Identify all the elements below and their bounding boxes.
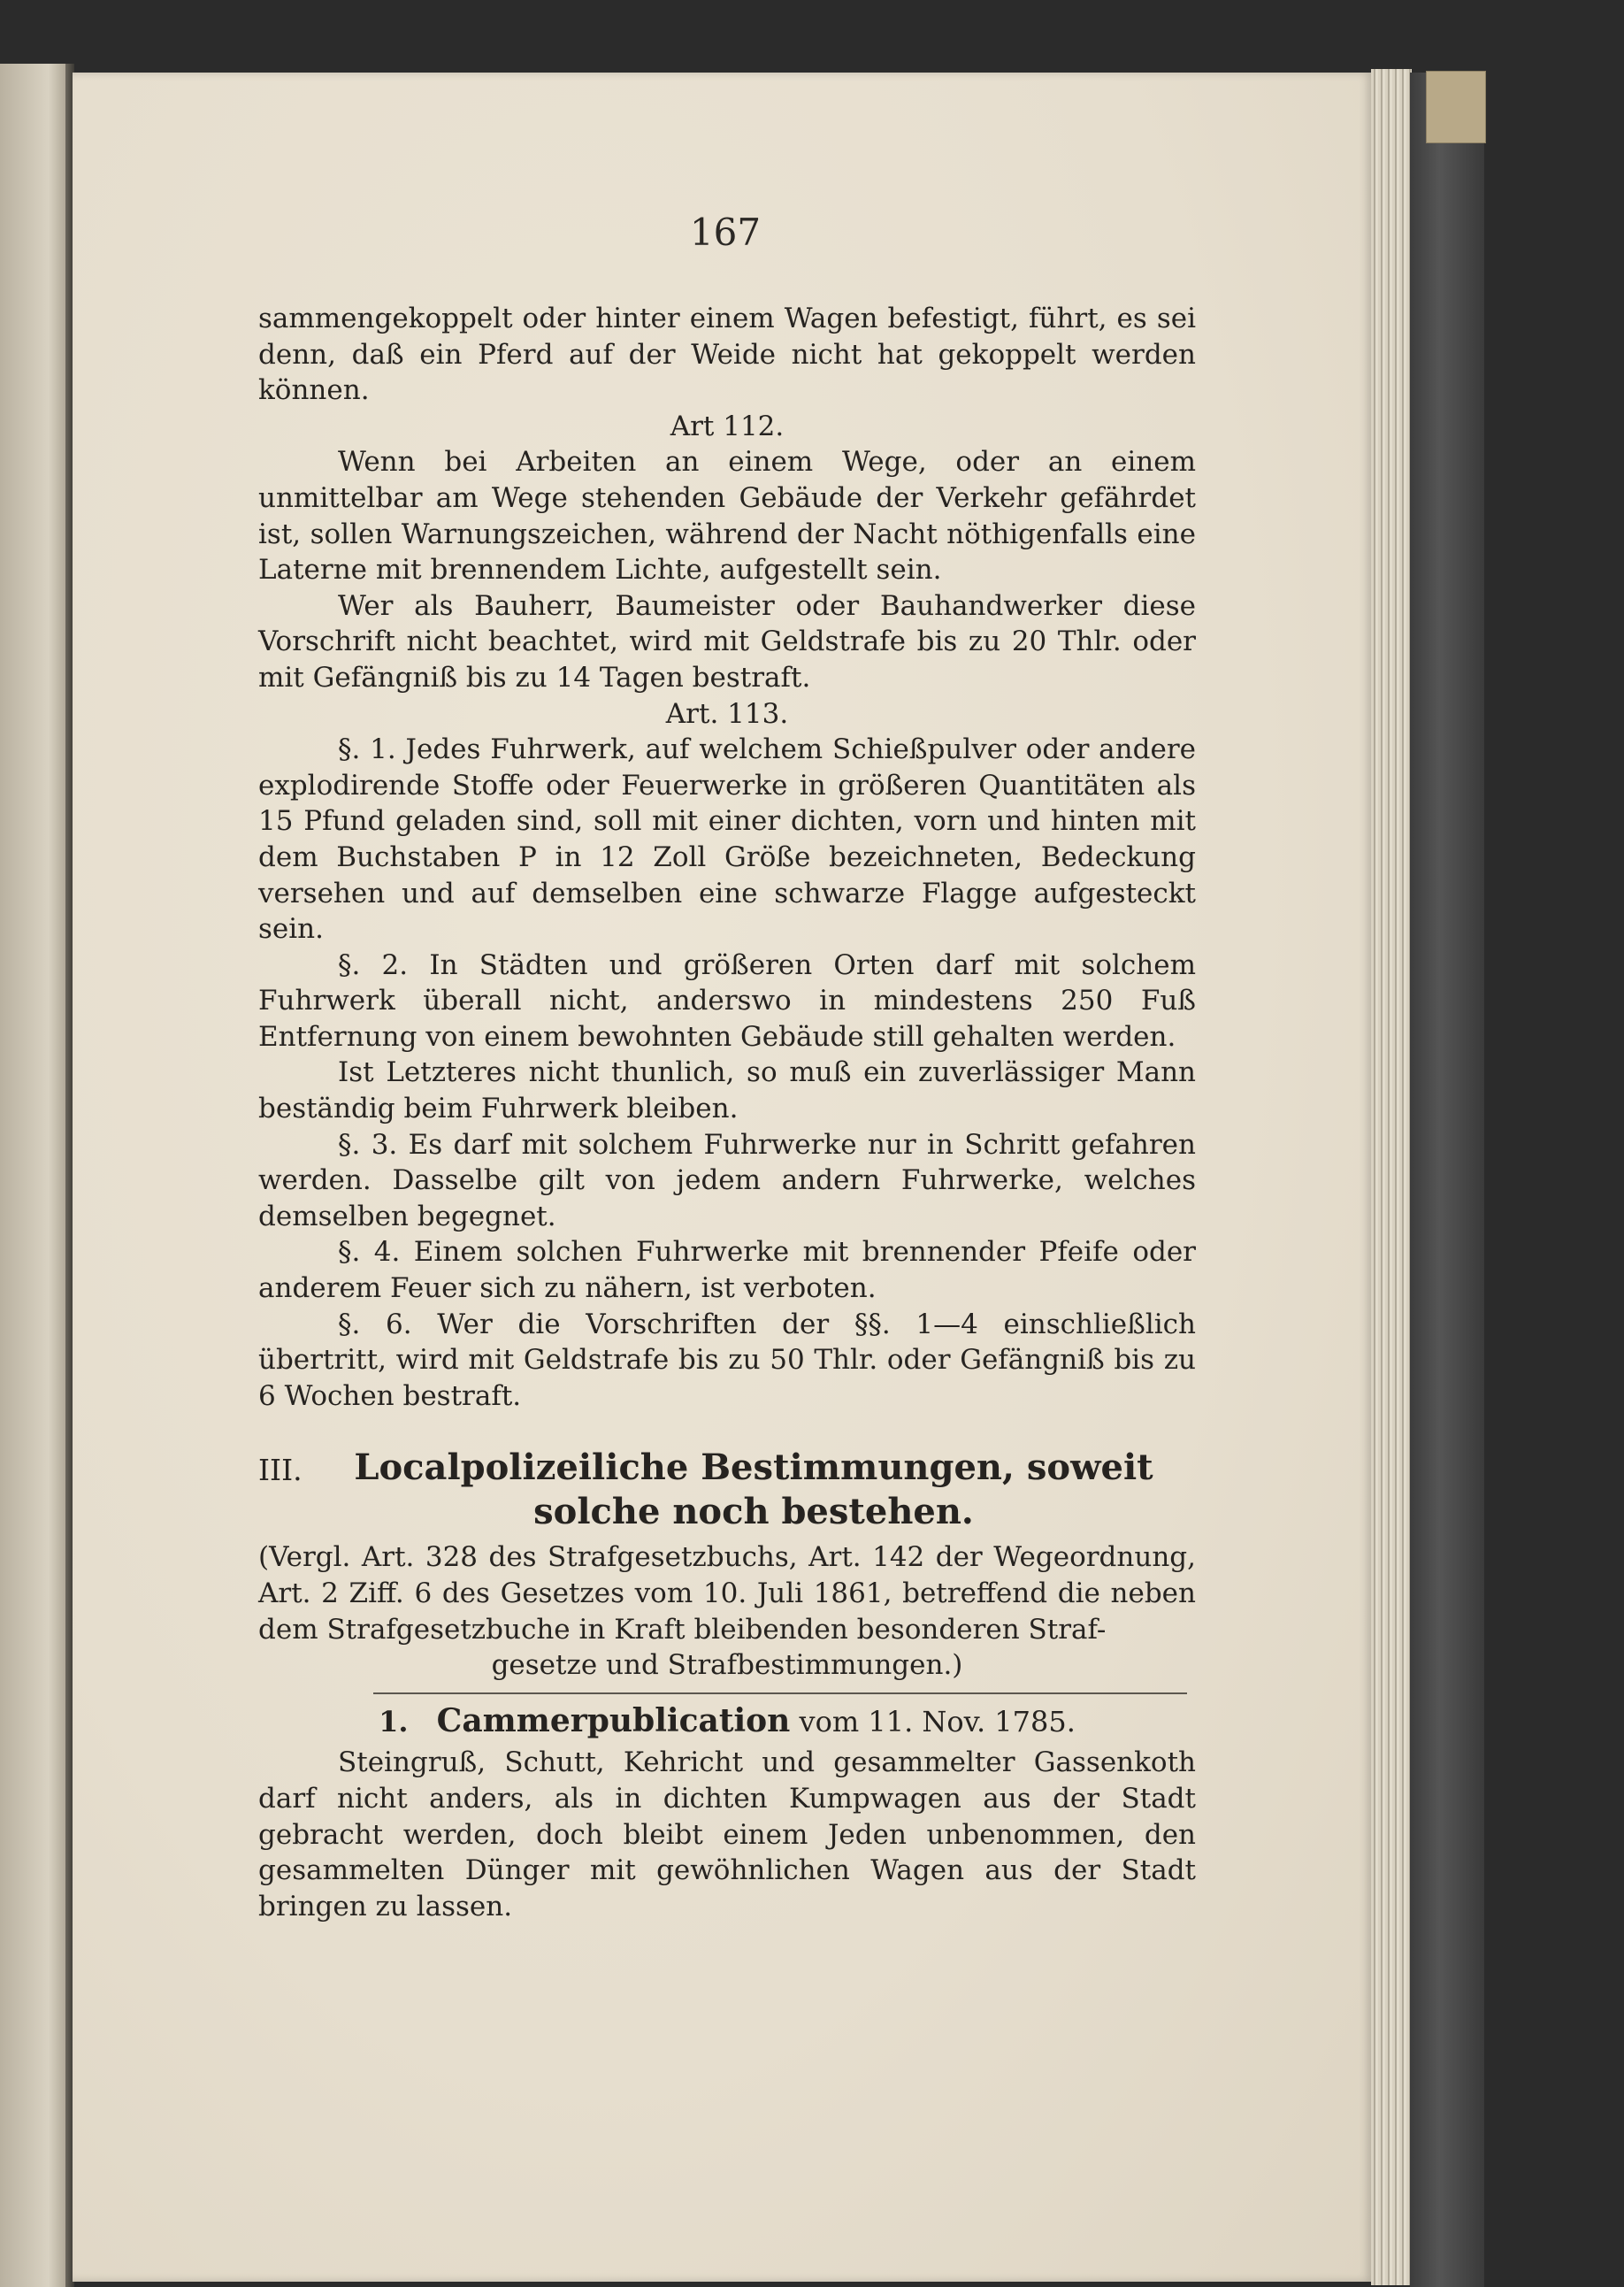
paragraph: §. 2. In Städten und größeren Orten darf mit solchem Fuhrwerk überall nicht, anderswo in mindestens 250 Fuß Entfernung von einem bewohnten Gebäude still gehalten werden. bbox=[258, 948, 1196, 1053]
section-title bbox=[329, 1446, 1196, 1534]
cover-tab bbox=[1426, 71, 1486, 143]
item-date: vom 11. Nov. 1785. bbox=[799, 1704, 1076, 1738]
paragraph: Ist Letzteres nicht thunlich, so muß ein zuverlässiger Mann beständig beim Fuhrwerk bleiben. bbox=[258, 1056, 1196, 1125]
section-note: (Vergl. Art. 328 des Strafgesetzbuchs, Art. 142 der Wegeordnung, Art. 2 Ziff. 6 des Gesetzes vom 10. Juli 1861, betreffend die neben dem Strafgesetzbuche in Kraft bleibenden besonderen Straf- bbox=[258, 1541, 1196, 1646]
left-page-edge bbox=[0, 64, 69, 2287]
section-heading bbox=[258, 1446, 1196, 1534]
paragraph-continued: sammengekoppelt oder hinter einem Wagen befestigt, führt, es sei denn, daß ein Pferd auf der Weide nicht hat gekoppelt werden können. bbox=[258, 303, 1196, 407]
article-heading-113: Art. 113. bbox=[665, 697, 789, 730]
paragraph: Steingruß, Schutt, Kehricht und gesammelter Gassenkoth darf nicht anders, als in dichten Kumpwagen aus der Stadt gebracht werden, doch bleibt einem Jeden unbenommen, den gesammelten Dünger mit gewöhnlichen Wagen aus der Stadt bringen zu lassen. bbox=[258, 1746, 1196, 1922]
page-edges bbox=[1371, 69, 1412, 2285]
article-heading-112: Art 112. bbox=[670, 410, 785, 442]
section-number: III. bbox=[258, 1453, 303, 1488]
page-number: 167 bbox=[689, 211, 762, 254]
item-title: Cammerpublication bbox=[436, 1701, 791, 1739]
paragraph: §. 1. Jedes Fuhrwerk, auf welchem Schießpulver oder andere explodirende Stoffe oder Feuerwerke in größeren Quantitäten als 15 Pfund geladen sind, soll mit einer dichten, vorn und hinten mit dem Buchstaben P in 12 Zoll Größe bezeichneten, Bedeckung versehen und auf demselben eine schwarze Flagge aufgesteckt sein. bbox=[258, 733, 1196, 946]
item-heading bbox=[258, 1703, 1196, 1740]
item-number: 1. bbox=[379, 1704, 409, 1738]
paragraph: §. 4. Einem solchen Fuhrwerke mit brennender Pfeife oder anderem Feuer sich zu nähern, ist verboten. bbox=[258, 1236, 1196, 1305]
paragraph: Wenn bei Arbeiten an einem Wege, oder an einem unmittelbar am Wege stehenden Gebäude der Verkehr gefährdet ist, sollen Warnungszeichen, während der Nacht nöthigenfalls eine Laterne mit brennendem Lichte, aufgestellt sein. bbox=[258, 446, 1196, 587]
book-cover bbox=[1410, 73, 1484, 2287]
section-title-line2: solche noch bestehen. bbox=[533, 1491, 974, 1533]
section-title-line1: Localpolizeiliche Bestimmungen, soweit bbox=[354, 1447, 1153, 1489]
paragraph: §. 3. Es darf mit solchem Fuhrwerke nur in Schritt gefahren werden. Dasselbe gilt von jedem andern Fuhrwerke, welches demselben begegnet. bbox=[258, 1128, 1196, 1232]
section-note-end: gesetze und Strafbestimmungen.) bbox=[491, 1649, 963, 1682]
paragraph: §. 6. Wer die Vorschriften der §§. 1—4 einschließlich übertritt, wird mit Geldstrafe bis zu 50 Thlr. oder Gefängniß bis zu 6 Wochen bestraft. bbox=[258, 1308, 1196, 1412]
page-text bbox=[258, 212, 1196, 1924]
divider-rule bbox=[373, 1692, 1187, 1694]
paragraph: Wer als Bauherr, Baumeister oder Bauhandwerker diese Vorschrift nicht beachtet, wird mit Geldstrafe bis zu 20 Thlr. oder mit Gefängniß bis zu 14 Tagen bestraft. bbox=[258, 589, 1196, 694]
